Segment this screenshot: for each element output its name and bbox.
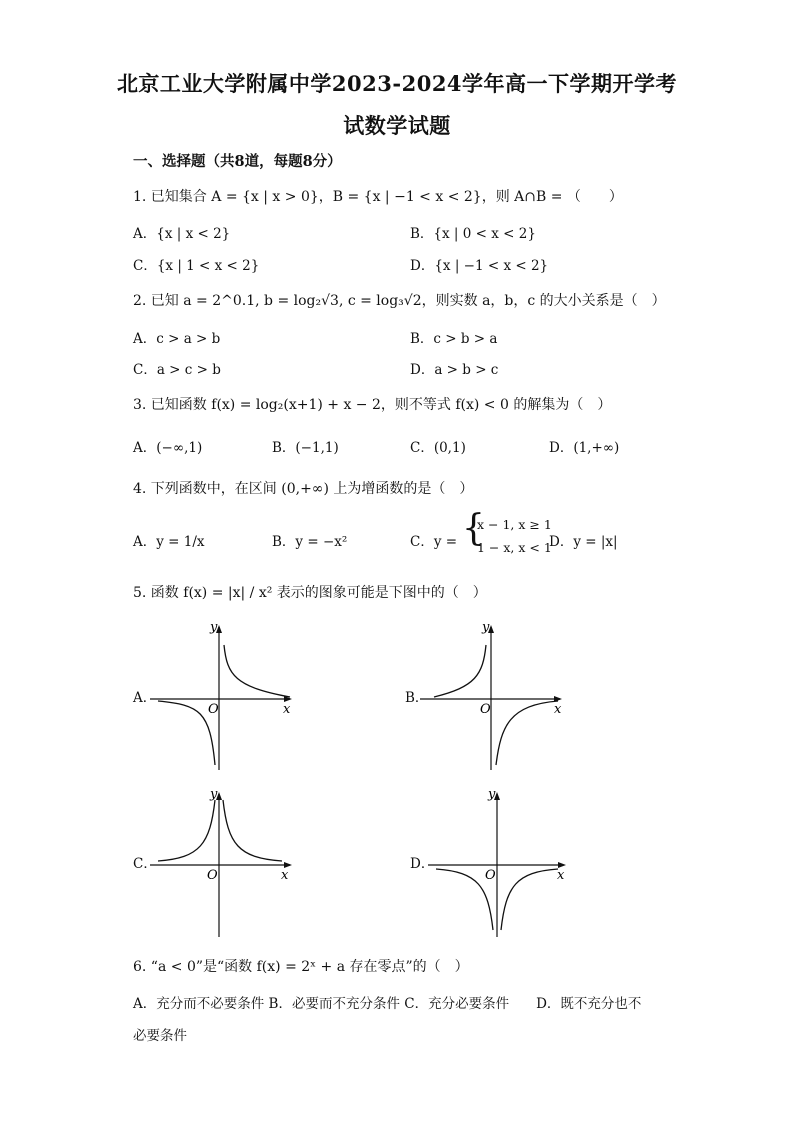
graph-c-origin: O — [207, 868, 218, 883]
graph-b-label: B． — [405, 690, 429, 706]
question-1: 1. 已知集合 A = {x | x > 0}，B = {x | −1 < x < 2}，则 A∩B = （ ） — [133, 189, 623, 205]
graph-d-x-label: x — [557, 868, 565, 883]
q2-option-b: B．c > b > a — [410, 331, 498, 347]
graph-a-y-label: y — [210, 620, 218, 635]
graph-d-origin: O — [485, 868, 496, 883]
page-title-line2: 试数学试题 — [343, 113, 451, 138]
q4-option-c-case1: x − 1, x ≥ 1 — [477, 517, 552, 532]
graph-a-label: A． — [133, 690, 157, 706]
question-3: 3. 已知函数 f(x) = log₂(x+1) + x − 2，则不等式 f(x) < 0 的解集为（ ） — [133, 397, 612, 413]
question-6: 6. “a < 0”是“函数 f(x) = 2ˣ + a 存在零点”的（ ） — [133, 959, 469, 975]
graph-d-label: D． — [410, 856, 435, 872]
q2-option-a: A．c > a > b — [133, 331, 221, 347]
graph-b-origin: O — [480, 702, 491, 717]
q1-option-d: D．{x | −1 < x < 2} — [410, 258, 549, 274]
graph-b — [420, 615, 570, 770]
q2-option-d: D．a > b > c — [410, 362, 499, 378]
section-heading: 一、选择题（共8道，每题8分） — [133, 153, 342, 170]
graph-c — [150, 782, 300, 937]
page-title: 北京工业大学附属中学2023-2024学年高一下学期开学考 — [116, 71, 678, 96]
q4-option-c-prefix: C．y = — [410, 534, 458, 550]
q2-option-c: C．a > c > b — [133, 362, 221, 378]
q4-option-d: D．y = |x| — [549, 534, 618, 550]
q4-option-c-case2: 1 − x, x < 1 — [477, 540, 552, 555]
graph-c-label: C． — [133, 856, 157, 872]
graph-c-x-label: x — [281, 868, 289, 883]
q4-option-a: A．y = 1/x — [133, 534, 205, 550]
question-4: 4. 下列函数中，在区间 (0,+∞) 上为增函数的是（ ） — [133, 481, 474, 497]
question-2: 2. 已知 a = 2^0.1, b = log₂√3, c = log₃√2，则实数 a，b，c 的大小关系是（ ） — [133, 293, 666, 309]
graph-b-y-label: y — [482, 620, 490, 635]
q6-options: A．充分而不必要条件 B．必要而不充分条件 C．充分必要条件 D．既不充分也不 — [133, 996, 642, 1012]
q1-option-a: A．{x | x < 2} — [133, 226, 231, 242]
q3-option-d: D．(1,+∞) — [549, 440, 620, 456]
graph-a — [150, 615, 300, 770]
brace-symbol: { — [462, 508, 485, 549]
q3-option-a: A．(−∞,1) — [133, 440, 203, 456]
q1-option-c: C．{x | 1 < x < 2} — [133, 258, 260, 274]
question-5: 5. 函数 f(x) = |x| / x² 表示的图象可能是下图中的（ ） — [133, 585, 487, 601]
q3-option-b: B．(−1,1) — [272, 440, 339, 456]
graph-a-origin: O — [208, 702, 219, 717]
graph-d — [428, 782, 578, 937]
graph-c-y-label: y — [210, 787, 218, 802]
q4-option-b: B．y = −x² — [272, 534, 348, 550]
q3-option-c: C．(0,1) — [410, 440, 466, 456]
q6-options-wrap: 必要条件 — [133, 1028, 187, 1044]
q1-option-b: B．{x | 0 < x < 2} — [410, 226, 536, 242]
graph-d-y-label: y — [488, 787, 496, 802]
graph-a-x-label: x — [283, 702, 291, 717]
graph-b-x-label: x — [554, 702, 562, 717]
